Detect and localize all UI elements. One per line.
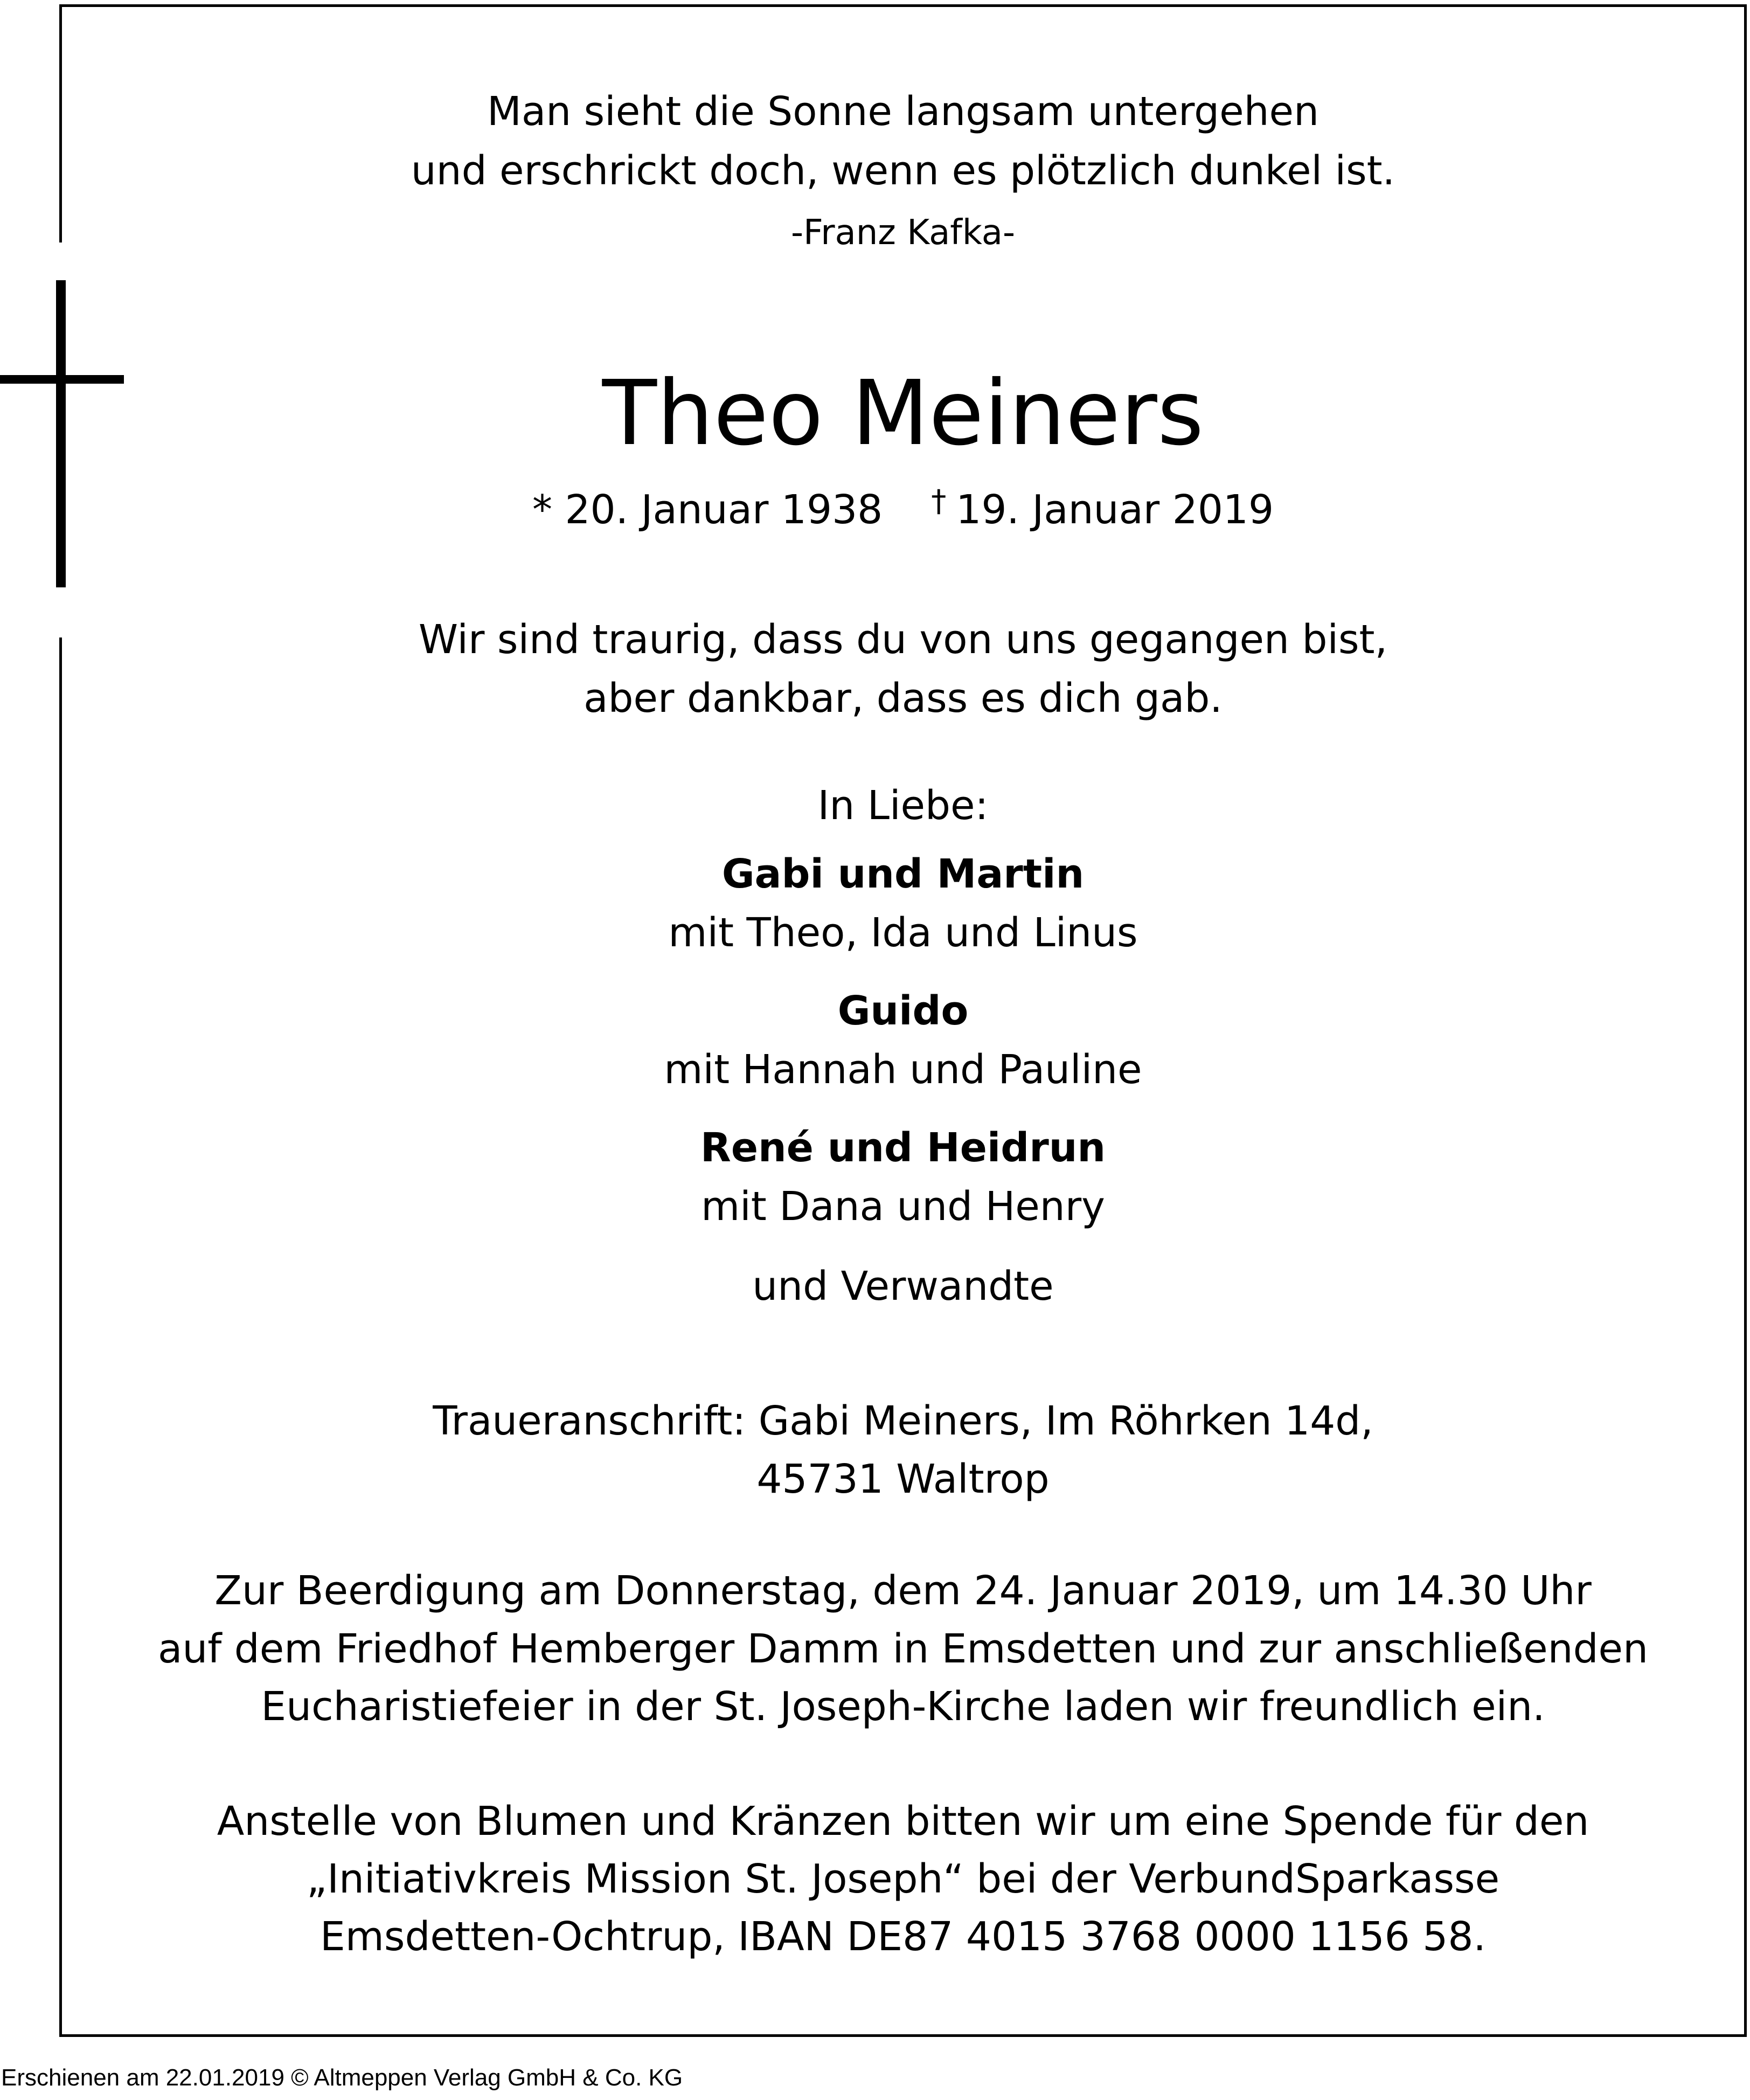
mourner-group-name: Gabi und Martin [721, 851, 1085, 897]
life-dates [62, 484, 1744, 533]
funeral-line-2: auf dem Friedhof Hemberger Damm in Emsdetten und zur anschließenden [157, 1626, 1648, 1672]
quote-author: -Franz Kafka- [790, 213, 1016, 253]
mourner-group-name: Guido [837, 988, 969, 1034]
address-line-2: 45731 Waltrop [756, 1456, 1050, 1502]
birth-date: * 20. Januar 1938 [532, 487, 883, 533]
quote-line-2: und erschrickt doch, wenn es plötzlich dunkel ist. [411, 148, 1395, 194]
mourner-group-with: mit Theo, Ida und Linus [668, 910, 1138, 956]
publication-footer: Erschienen am 22.01.2019 © Altmeppen Verlag GmbH & Co. KG [1, 2064, 683, 2091]
donation-line-3: Emsdetten-Ochtrup, IBAN DE87 4015 3768 0000 1156 58. [320, 1914, 1486, 1960]
death-date: 19. Januar 2019 [956, 487, 1274, 533]
dagger-icon: † [931, 484, 947, 519]
relatives-line: und Verwandte [752, 1263, 1054, 1309]
mourners-intro: In Liebe: [817, 782, 989, 829]
donation-line-1: Anstelle von Blumen und Kränzen bitten wir um eine Spende für den [217, 1798, 1589, 1845]
frame-border-right [1744, 4, 1747, 2037]
frame-border-top [59, 4, 1747, 7]
mourner-group-with: mit Hannah und Pauline [664, 1046, 1142, 1093]
message-line-1: Wir sind traurig, dass du von uns gegangen bist, [418, 616, 1388, 663]
funeral-line-3: Eucharistiefeier in der St. Joseph-Kirche laden wir freundlich ein. [261, 1683, 1545, 1730]
quote-line-1: Man sieht die Sonne langsam untergehen [487, 88, 1319, 135]
frame-border-bottom [59, 2034, 1747, 2037]
deceased-name: Theo Meiners [602, 362, 1204, 466]
message-line-2: aber dankbar, dass es dich gab. [584, 675, 1223, 722]
funeral-line-1: Zur Beerdigung am Donnerstag, dem 24. Januar 2019, um 14.30 Uhr [214, 1568, 1592, 1614]
mourner-group-with: mit Dana und Henry [701, 1183, 1105, 1230]
donation-line-2: „Initiativkreis Mission St. Joseph“ bei der VerbundSparkasse [306, 1856, 1500, 1902]
mourner-group-name: René und Heidrun [700, 1125, 1106, 1171]
address-line-1: Traueranschrift: Gabi Meiners, Im Röhrken 14d, [433, 1398, 1373, 1444]
